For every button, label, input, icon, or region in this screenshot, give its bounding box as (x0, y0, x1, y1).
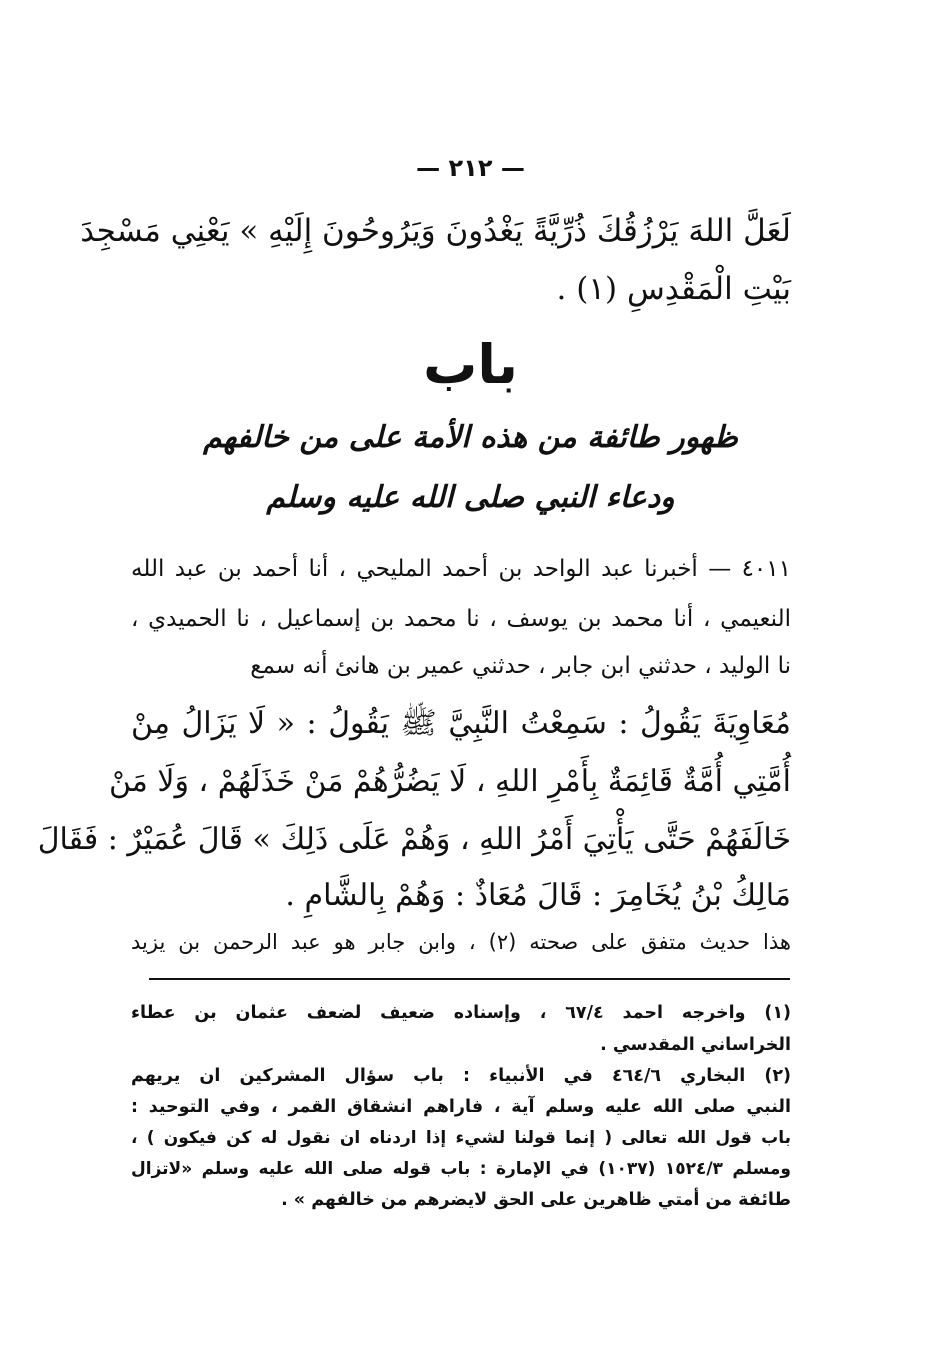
footnote-1-line-2: الخراساني المقدسي . (600, 1035, 791, 1055)
narration-line-2: النعيمي ، أنا محمد بن يوسف ، نا محمد بن إسماعيل ، نا الحميدي ، (131, 606, 791, 632)
narration-line-3: نا الوليد ، حدثني ابن جابر ، حدثني عمير بن هانئ أنه سمع (250, 653, 791, 679)
top-text-line-2: بَيْتِ الْمَقْدِسِ (١) . (556, 271, 791, 307)
hadith-line-1: مُعَاوِيَةَ يَقُولُ : سَمِعْتُ النَّبِيَّ ﷺ يَقُولُ : « لَا يَزَالُ مِنْ (131, 706, 791, 741)
hadith-line-4: مَالِكُ بْنُ يُخَامِرَ : قَالَ مُعَاذٌ : وَهُمْ بِالشَّامِ . (285, 878, 791, 913)
chapter-subtitle-2: ودعاء النبي صلى الله عليه وسلم (266, 480, 675, 515)
chapter-subtitle-1: ظهور طائفة من هذه الأمة على من خالفهم (203, 420, 738, 455)
footnote-2-line-4: ومسلم ١٥٢٤/٣ (١٠٣٧) في الإمارة : باب قوله صلى الله عليه وسلم «لاتزال (131, 1159, 791, 1179)
footnote-2-line-3: باب قول الله تعالى ( إنما قولنا لشيء إذا اردناه ان نقول له كن فيكون ) ، (131, 1128, 791, 1148)
footnote-2-line-1: (٢) البخاري ٤٦٤/٦ في الأنبياء : باب سؤال المشركين ان يريهم (131, 1066, 791, 1086)
page-number: — ٢١٢ — (416, 154, 525, 182)
hadith-line-2: أُمَّتِي أُمَّةٌ قَائِمَةٌ بِأَمْرِ اللهِ ، لَا يَضُرُّهُمْ مَنْ خَذَلَهُمْ ، وَلَا مَنْ (108, 764, 791, 799)
narration-line-1: ٤٠١١ — أخبرنا عبد الواحد بن أحمد المليحي ، أنا أحمد بن عبد الله (131, 556, 791, 582)
footnote-separator (149, 978, 790, 980)
footnote-1-line-1: (١) واخرجه احمد ٦٧/٤ ، وإسناده ضعيف لضعف عثمان بن عطاء (131, 1003, 791, 1023)
top-text-line-1: لَعَلَّ اللهَ يَرْزُقُكَ ذُرِّيَّةً يَغْدُونَ وَيَرُوحُونَ إِلَيْهِ » يَعْنِي مَسْجِدَ (80, 213, 791, 249)
footnote-2-line-2: النبي صلى الله عليه وسلم آية ، فاراهم انشقاق القمر ، وفي التوحيد : (131, 1097, 791, 1117)
hadith-line-3: خَالَفَهُمْ حَتَّى يَأْتِيَ أَمْرُ اللهِ ، وَهُمْ عَلَى ذَلِكَ » قَالَ عُمَيْرٌ : فَقَالَ (37, 822, 791, 857)
footnote-2-line-5: طائفة من أمتي ظاهرين على الحق لايضرهم من خالفهم » . (281, 1190, 791, 1210)
hadith-grading-line: هذا حديث متفق على صحته (٢) ، وابن جابر هو عبد الرحمن بن يزيد (131, 930, 791, 954)
chapter-heading: باب (423, 333, 518, 396)
